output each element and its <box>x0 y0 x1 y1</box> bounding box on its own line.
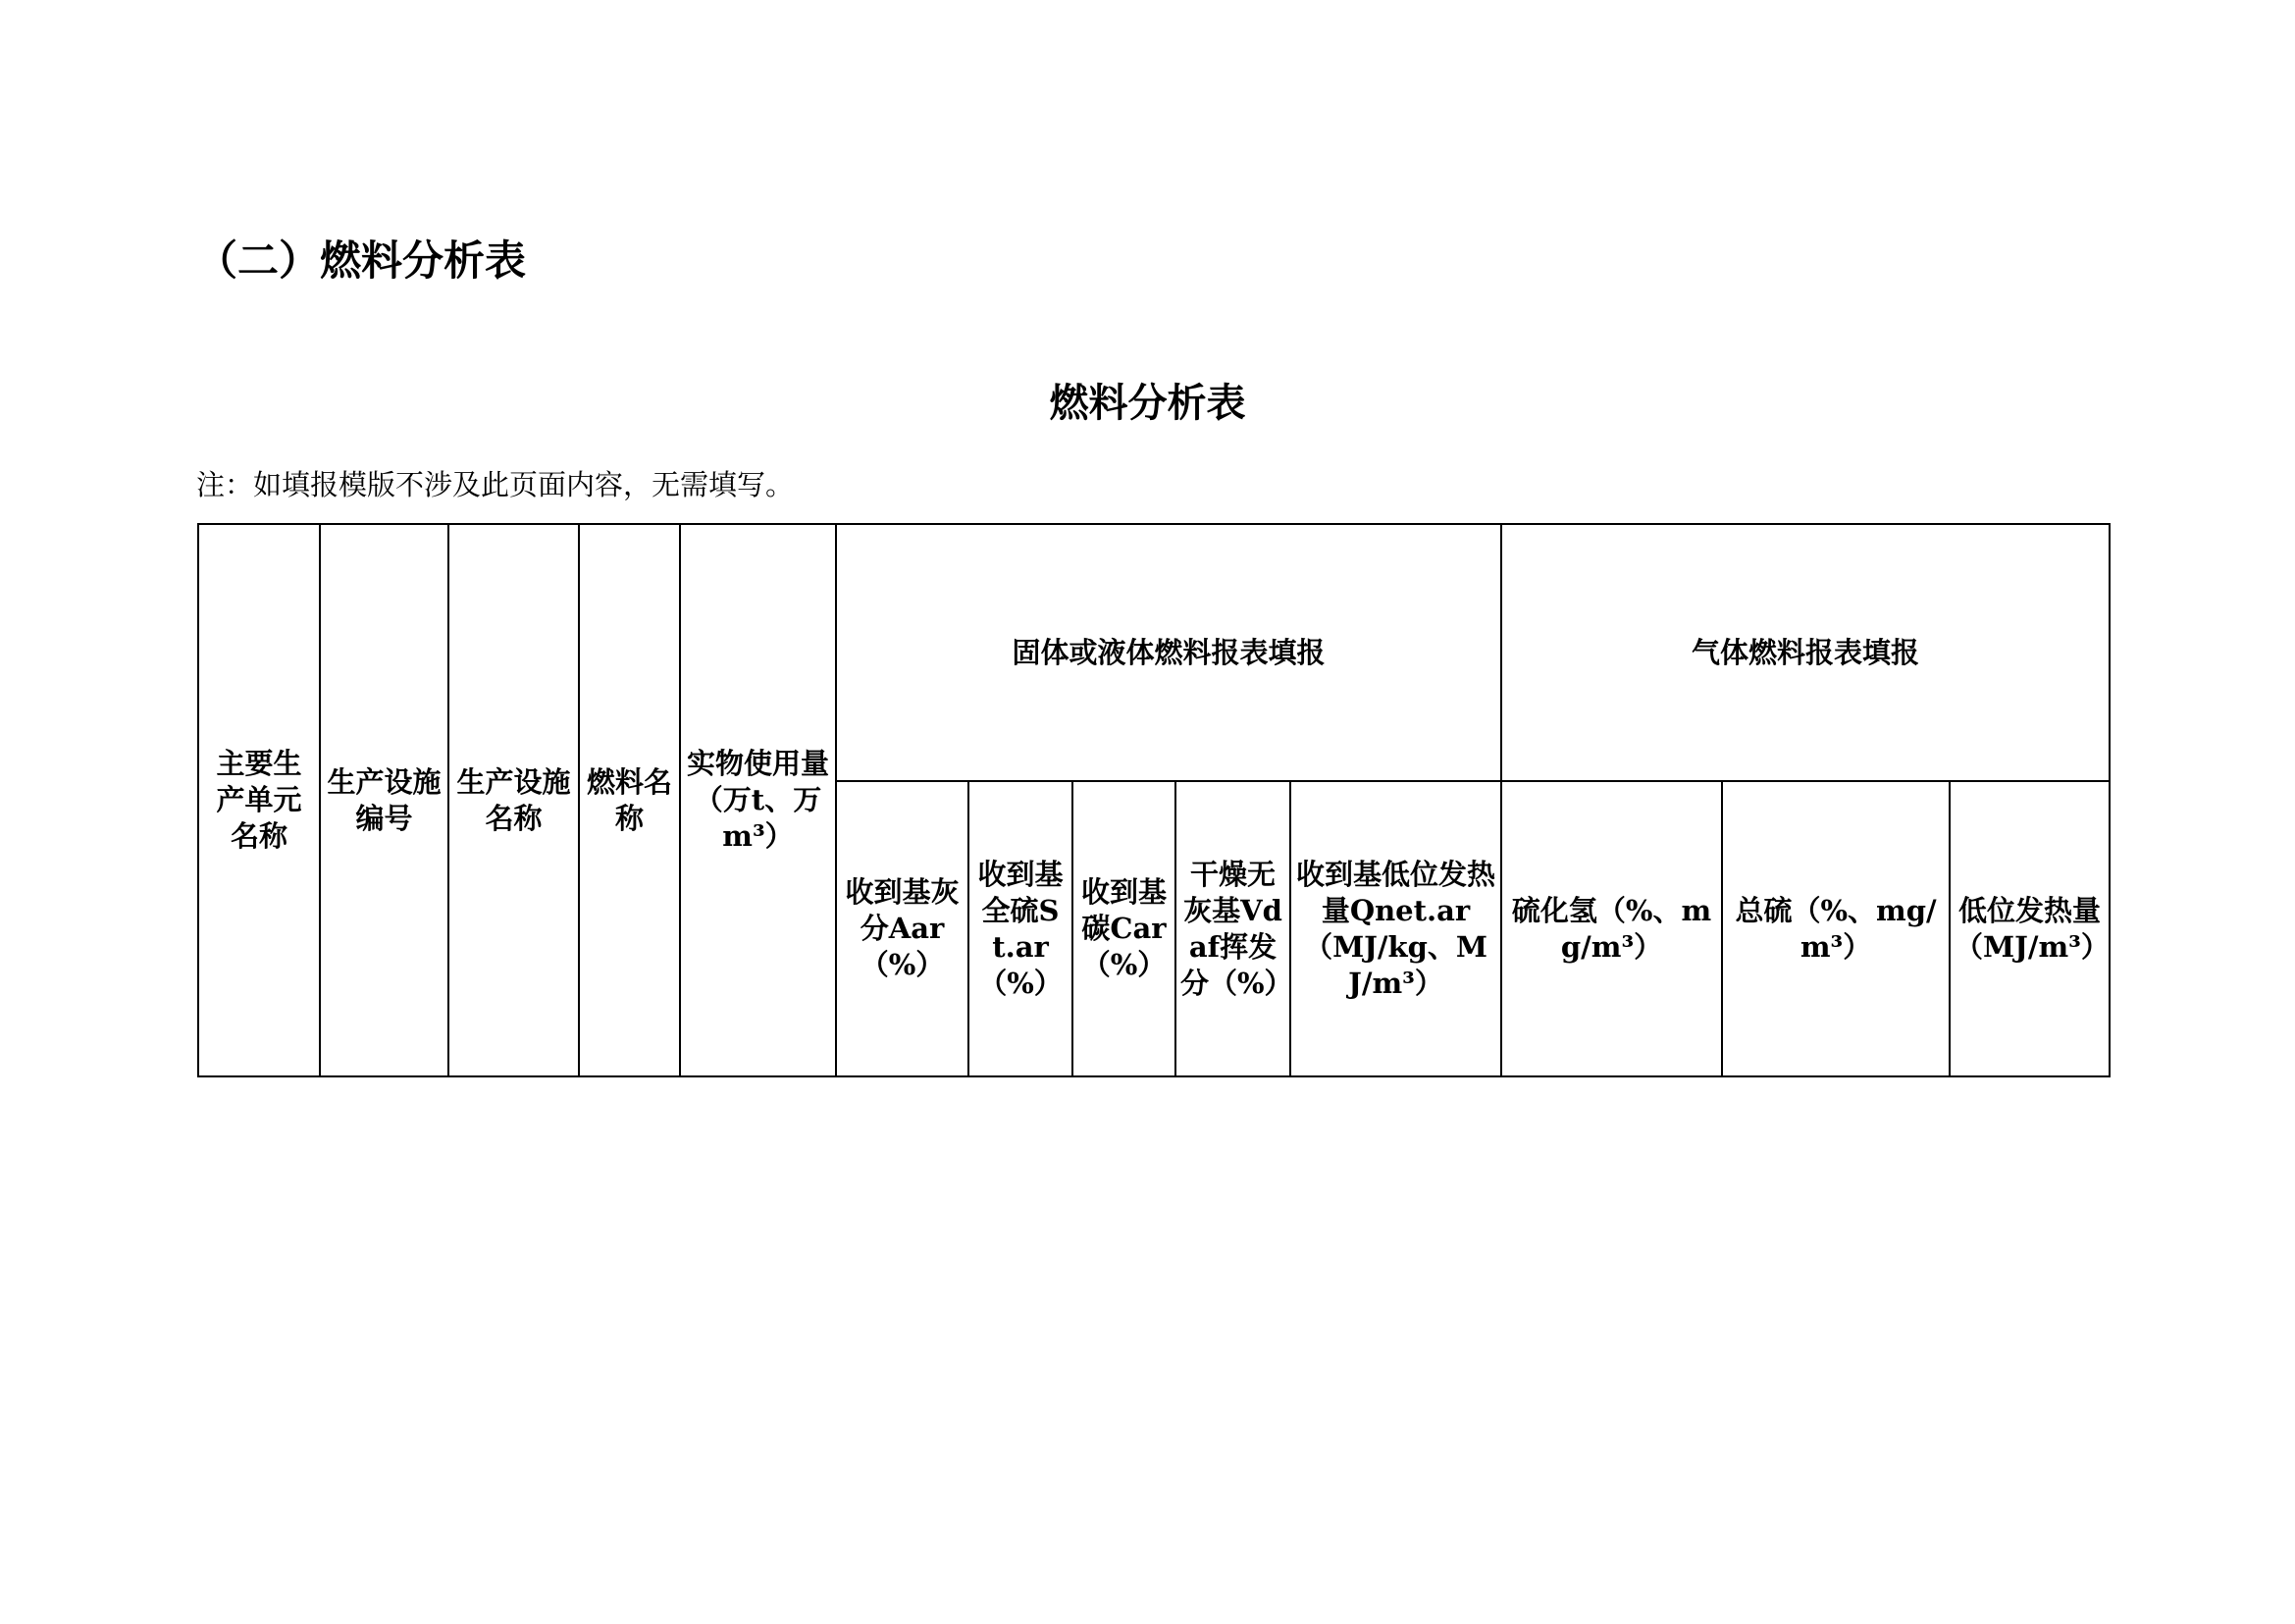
header-usage: 实物使用量（万t、万m³） <box>680 524 836 1076</box>
header-sulfur: 收到基全硫St.ar（%） <box>968 781 1072 1076</box>
header-solid-heat: 收到基低位发热量Qnet.ar（MJ/kg、MJ/m³） <box>1290 781 1501 1076</box>
header-facility-code: 生产设施编号 <box>320 524 448 1076</box>
note-text: 注：如填报模版不涉及此页面内容，无需填写。 <box>196 468 795 501</box>
header-group-gas: 气体燃料报表填报 <box>1501 524 2110 781</box>
header-total-sulfur: 总硫（%、mg/m³） <box>1722 781 1950 1076</box>
header-h2s: 硫化氢（%、mg/m³） <box>1501 781 1722 1076</box>
header-ash: 收到基灰分Aar（%） <box>836 781 968 1076</box>
header-main-unit: 主要生产单元名称 <box>198 524 320 1076</box>
header-gas-heat: 低位发热量（MJ/m³） <box>1950 781 2110 1076</box>
header-carbon: 收到基碳Car（%） <box>1072 781 1175 1076</box>
header-facility-name: 生产设施名称 <box>448 524 579 1076</box>
header-group-solid-liquid: 固体或液体燃料报表填报 <box>836 524 1501 781</box>
header-volatile: 干燥无灰基Vdaf挥发分（%） <box>1175 781 1290 1076</box>
header-fuel-name: 燃料名称 <box>579 524 680 1076</box>
fuel-analysis-table <box>197 523 2111 1077</box>
section-heading: （二）燃料分析表 <box>196 236 527 285</box>
header-row-1 <box>198 524 2110 781</box>
table-title: 燃料分析表 <box>1049 380 1246 426</box>
